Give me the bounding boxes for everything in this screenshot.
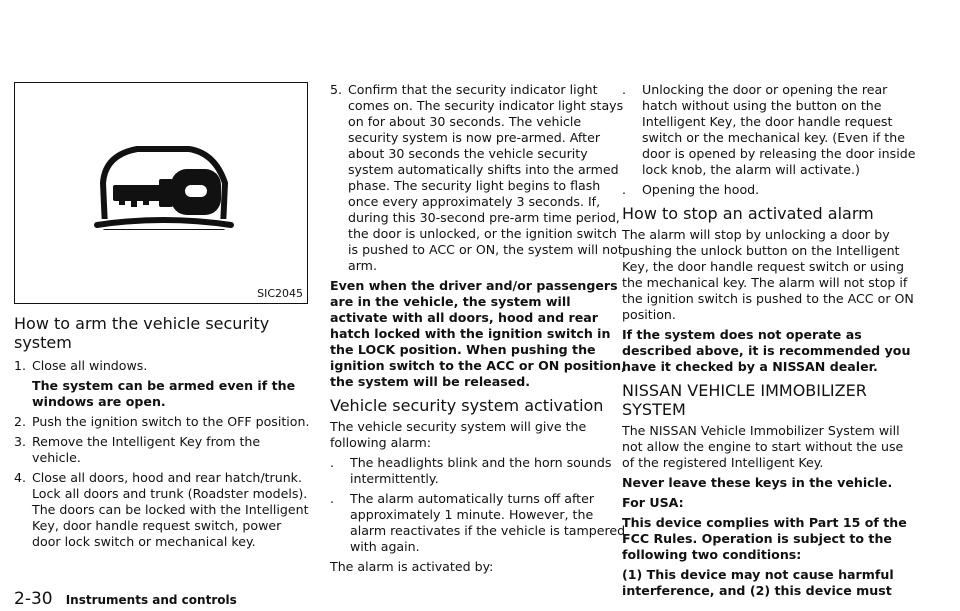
immobilizer-text: The NISSAN Vehicle Immobilizer System will not allow the engine to start without the use of the registered Intelligent Key. — [622, 423, 904, 470]
section-heading-arm: How to arm the vehicle security system — [14, 314, 270, 352]
chapter-title: Instruments and controls — [65, 593, 237, 607]
step-number: 3. — [14, 434, 27, 449]
bullet-text: The alarm automatically turns off after approximately 1 minute. However, the alarm reactivates if the vehicle is tampered with again. — [350, 491, 626, 554]
step-number: 1. — [14, 358, 27, 373]
activation-intro: The vehicle security system will give the following alarm: — [330, 419, 587, 450]
right-column — [622, 82, 918, 599]
step-number: 4. — [14, 470, 27, 485]
bullet: . — [330, 491, 335, 506]
list-item — [330, 491, 626, 555]
step-note: The system can be armed even if the windows are open. — [32, 378, 296, 409]
section-heading-activation: Vehicle security system activation — [330, 396, 604, 415]
alarm-bullets — [330, 455, 626, 555]
car-key-security-icon — [75, 139, 251, 243]
step-text: Confirm that the security indicator light comes on. The security indicator light stays on for about 30 seconds. The vehicle security system is now pre-armed. After about 30 seconds the vehicle security system automatically shifts into the armed phase. The security light begins to flash once every approximately 3 seconds. If, during this 30-second pre-arm time period, the door is unlocked, or the ignition switch is pushed to ACC or ON, the system will not arm. — [348, 82, 624, 273]
list-item — [330, 455, 626, 487]
list-item — [330, 82, 626, 274]
section-heading-immobilizer: NISSAN VEHICLE IMMOBILIZER SYSTEM — [622, 381, 867, 419]
list-item — [622, 82, 918, 178]
trigger-bullets — [622, 82, 918, 198]
section-heading-stop: How to stop an activated alarm — [622, 204, 874, 223]
list-item — [14, 470, 310, 550]
middle-column — [330, 82, 626, 575]
stop-bold-text: If the system does not operate as described above, it is recommended you have it checked by a NISSAN dealer. — [622, 327, 911, 374]
keys-warning: Never leave these keys in the vehicle. — [622, 475, 893, 490]
bullet-text: Opening the hood. — [642, 182, 760, 197]
bullet: . — [622, 182, 627, 197]
step-text: Push the ignition switch to the OFF position. — [32, 414, 310, 429]
left-column — [14, 82, 310, 550]
security-figure — [14, 82, 308, 304]
list-item — [622, 182, 918, 198]
step-text: Remove the Intelligent Key from the vehicle. — [32, 434, 261, 465]
warning-text: Even when the driver and/or passengers are in the vehicle, the system will activate with all doors, hood and rear hatch locked with the ignition switch in the LOCK position. When pushing the ignition switch to the ACC or ON position, the system will be released. — [330, 278, 626, 389]
arm-steps-list — [14, 358, 310, 550]
activated-by-text: The alarm is activated by: — [330, 559, 494, 574]
stop-text: The alarm will stop by unlocking a door by pushing the unlock button on the Intelligent Key, the door handle request switch or using the mechanical key. The alarm will not stop if the ignition switch is pushed to the ACC or ON position. — [622, 227, 914, 322]
step-number: 2. — [14, 414, 27, 429]
figure-label: SIC2045 — [257, 287, 303, 300]
bullet: . — [622, 82, 627, 97]
page-footer — [14, 589, 237, 609]
fcc-conditions: (1) This device may not cause harmful interference, and (2) this device must — [622, 567, 894, 598]
step-text: Close all windows. — [32, 358, 148, 373]
page-number: 2-30 — [14, 589, 53, 609]
step-number: 5. — [330, 82, 343, 97]
list-item — [14, 414, 310, 430]
fcc-text: This device complies with Part 15 of the FCC Rules. Operation is subject to the following two conditions: — [622, 515, 907, 562]
list-item — [14, 434, 310, 466]
bullet: . — [330, 455, 335, 470]
bullet-text: Unlocking the door or opening the rear hatch without using the button on the Intelligent Key, the door handle request switch or the mechanical key. (Even if the door is opened by releasing the door inside lock knob, the alarm will activate.) — [642, 82, 916, 177]
bullet-text: The headlights blink and the horn sounds intermittently. — [350, 455, 612, 486]
for-usa-label: For USA: — [622, 495, 684, 510]
list-item — [14, 358, 310, 410]
arm-steps-list-continued — [330, 82, 626, 274]
step-text: Close all doors, hood and rear hatch/trunk. Lock all doors and trunk (Roadster models). The doors can be locked with the Intelligent Key, door handle request switch, power door lock switch or mechanical key. — [32, 470, 309, 549]
